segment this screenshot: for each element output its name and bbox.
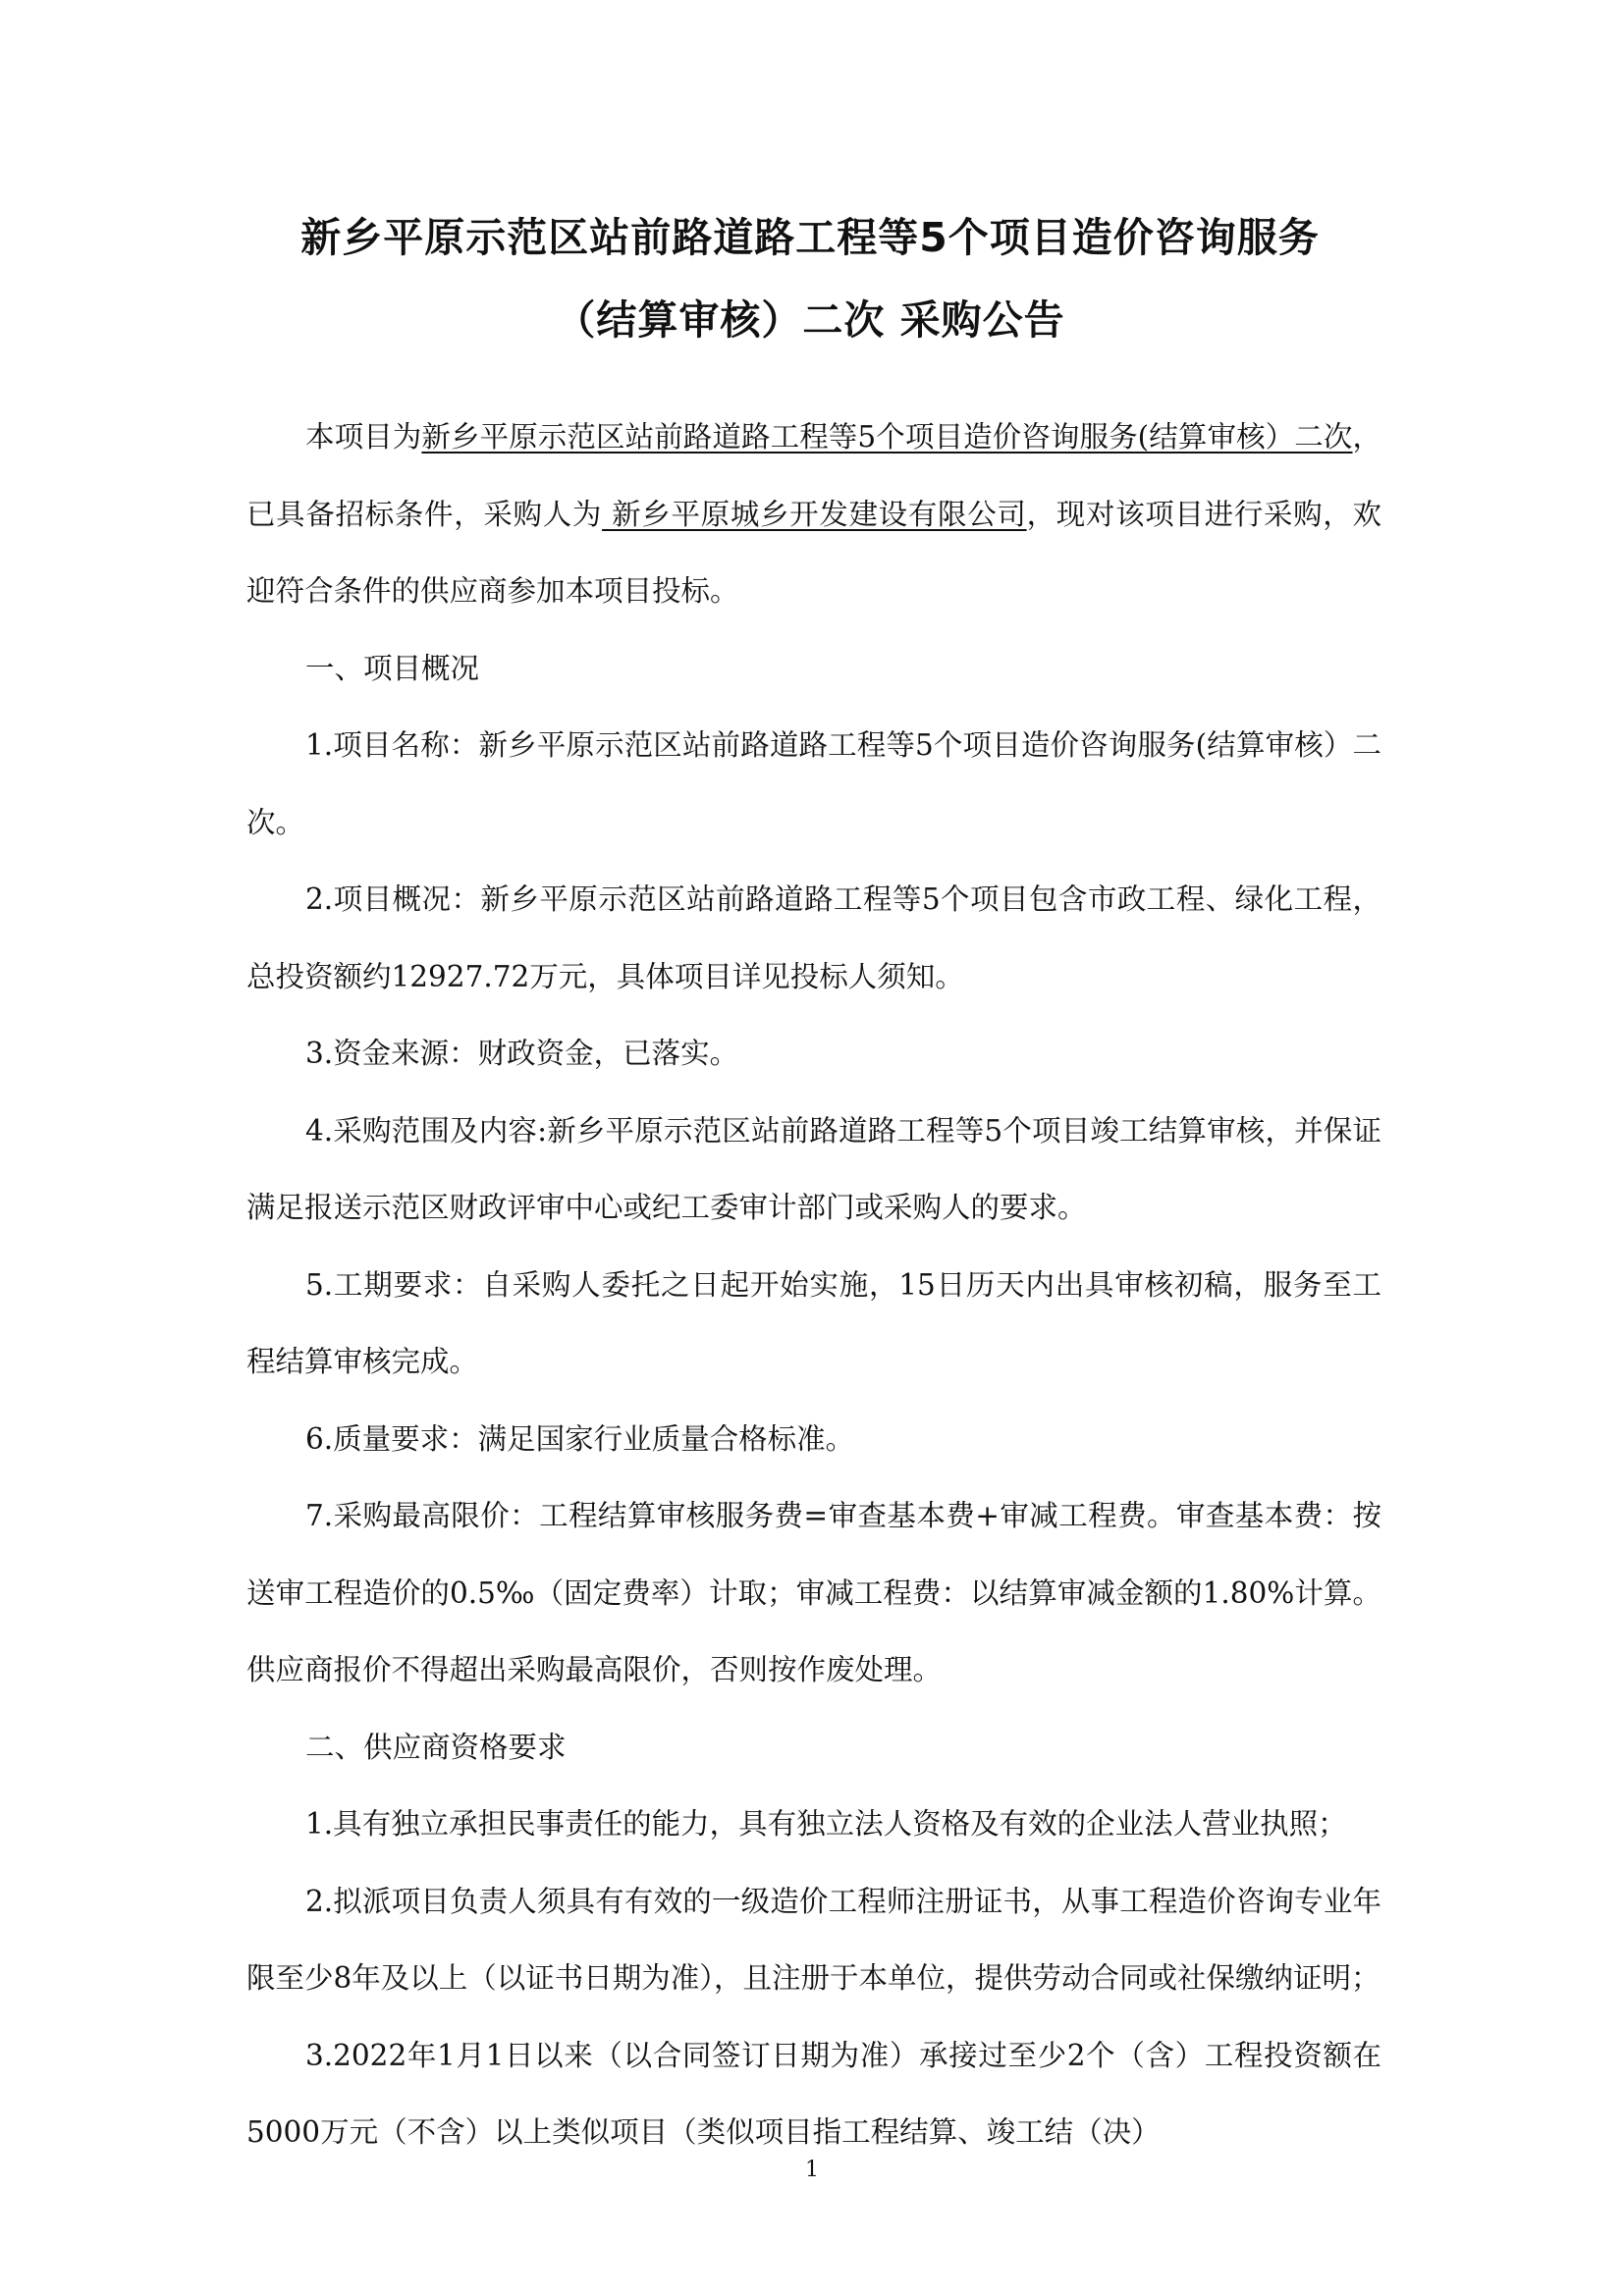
procurement-scope-item: 4.采购范围及内容:新乡平原示范区站前路道路工程等5个项目竣工结算审核，并保证满足报送示范区财政评审中心或纪工委审计部门或采购人的要求。 [246, 1113, 1381, 1224]
qualification-item-2: 2.拟派项目负责人须具有有效的一级造价工程师注册证书，从事工程造价咨询专业年限至少8年及以上（以证书日期为准），且注册于本单位，提供劳动合同或社保缴纳证明； [246, 1884, 1381, 1995]
quality-requirement-item: 6.质量要求：满足国家行业质量合格标准。 [305, 1421, 855, 1456]
project-name-underlined: 新乡平原示范区站前路道路工程等5个项目造价咨询服务(结算审核）二次 [421, 420, 1353, 454]
intro-text-3: ，现对该项目进行采购，欢迎符合条件的供应商参加本项目投标。 [246, 497, 1381, 608]
qualification-item-1: 1.具有独立承担民事责任的能力，具有独立法人资格及有效的企业法人营业执照； [305, 1807, 1347, 1841]
funding-source-item: 3.资金来源：财政资金，已落实。 [305, 1037, 739, 1070]
title-line-1: 新乡平原示范区站前路道路工程等5个项目造价咨询服务 [300, 214, 1320, 261]
page-number: 1 [805, 2158, 819, 2182]
intro-text-1: 本项目为 [305, 420, 422, 454]
schedule-requirement-item: 5.工期要求：自采购人委托之日起开始实施，15日历天内出具审核初稿，服务至工程结算审核完成。 [246, 1267, 1381, 1378]
section-heading-supplier-qualifications: 二、供应商资格要求 [305, 1730, 567, 1764]
purchaser-name-underlined: 新乡平原城乡开发建设有限公司 [602, 497, 1027, 531]
project-name-item: 1.项目名称：新乡平原示范区站前路道路工程等5个项目造价咨询服务(结算审核）二次。 [246, 728, 1381, 839]
qualification-item-3: 3.2022年1月1日以来（以合同签订日期为准）承接过至少2个（含）工程投资额在5000万元（不含）以上类似项目（类似项目指工程结算、竣工结（决） [246, 2038, 1381, 2149]
title-line-2: （结算审核）二次 采购公告 [555, 296, 1065, 344]
price-limit-item: 7.采购最高限价：工程结算审核服务费=审查基本费+审减工程费。审查基本费：按送审工程造价的0.5‰（固定费率）计取；审减工程费：以结算审减金额的1.80%计算。供应商报价不得超出采购最高限价，否则按作废处理。 [246, 1499, 1381, 1686]
project-overview-item: 2.项目概况：新乡平原示范区站前路道路工程等5个项目包含市政工程、绿化工程，总投资额约12927.72万元，具体项目详见投标人须知。 [246, 882, 1381, 993]
document-title [177, 196, 1443, 361]
document-body [246, 399, 1381, 2171]
section-heading-project-overview: 一、项目概况 [305, 651, 480, 685]
intro-paragraph [246, 399, 1381, 630]
intro-text-2: ，已具备招标条件，采购人为 [246, 420, 1381, 531]
